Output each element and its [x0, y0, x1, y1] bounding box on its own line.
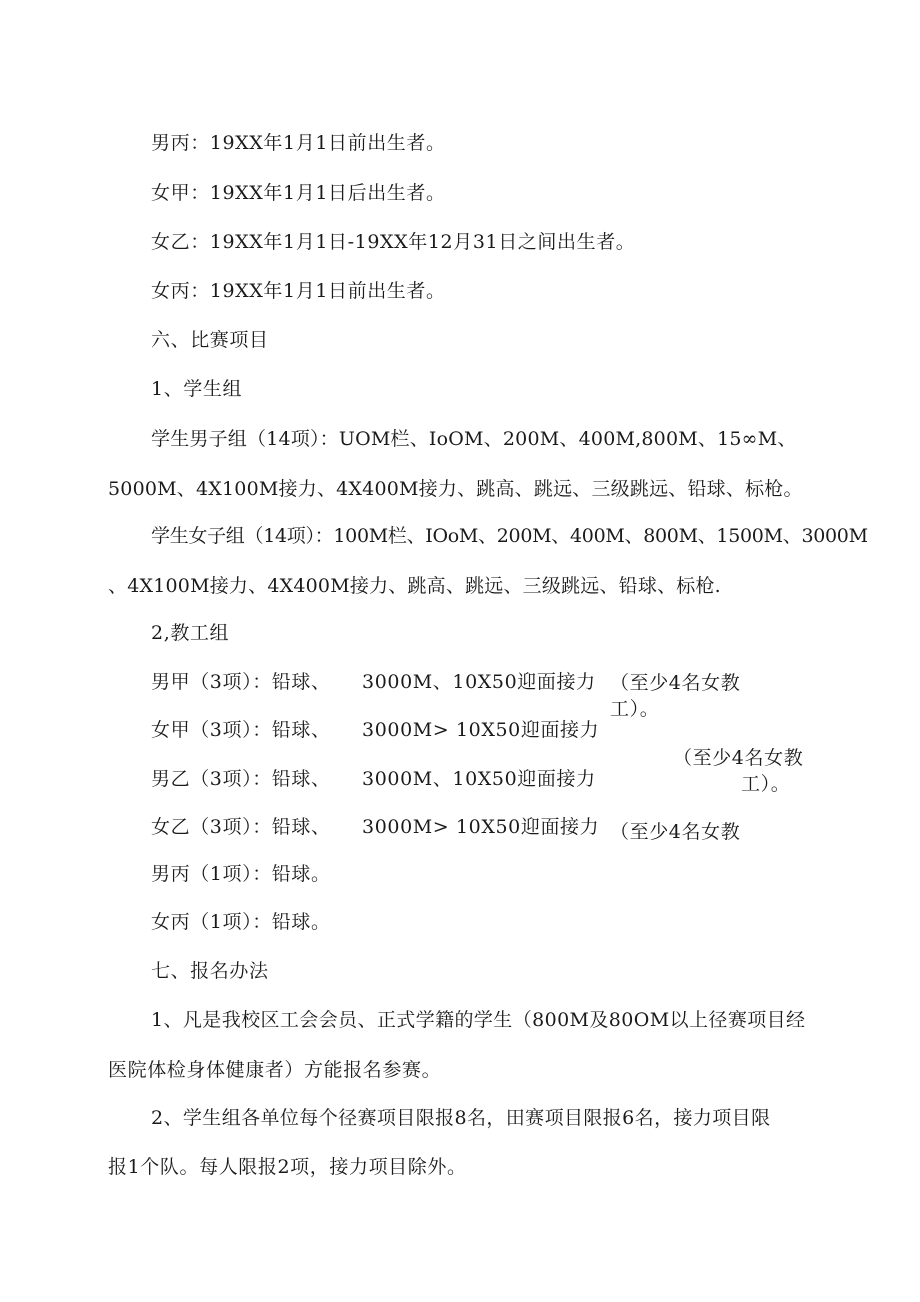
staff-row-events: 3000M> 10X50迎面接力 [362, 719, 600, 741]
staff-group-heading: 2,教工组 [151, 622, 230, 644]
staff-note: （至少4名女教 [673, 747, 804, 769]
student-male-events-line1: 学生男子组（14项）：UOM栏、IoOM、200M、400M,800M、15∞M、 [151, 428, 797, 450]
staff-row-events: 3000M、10X50迎面接力 [362, 768, 596, 790]
staff-row-group: 女乙（3项）：铅球、 [151, 816, 331, 838]
staff-row-events: 3000M> 10X50迎面接力 [362, 816, 600, 838]
registration-item-2-line1: 2、学生组各单位每个径赛项目限报8名，田赛项目限报6名，接力项目限 [151, 1107, 771, 1129]
staff-row-group: 男甲（3项）：铅球、 [151, 671, 331, 693]
age-group-line: 女乙：19XX年1月1日-19XX年12月31日之间出生者。 [151, 231, 636, 253]
student-male-events-line2: 5000M、4X100M接力、4X400M接力、跳高、跳远、三级跳远、铅球、标枪。 [108, 478, 803, 500]
student-group-heading: 1、学生组 [151, 378, 243, 400]
staff-row-group: 男乙（3项）：铅球、 [151, 768, 331, 790]
staff-row-group: 女丙（1项）：铅球。 [151, 911, 331, 933]
age-group-line: 女丙：19XX年1月1日前出生者。 [151, 280, 446, 302]
student-female-events-line2: 、4X100M接力、4X400M接力、跳高、跳远、三级跳远、铅球、标枪. [108, 575, 721, 597]
staff-note: （至少4名女教 [610, 672, 741, 694]
staff-row-group: 女甲（3项）：铅球、 [151, 719, 331, 741]
staff-note: 工）。 [610, 698, 660, 720]
student-female-events-line1: 学生女子组（14项）：100M栏、IOoM、200M、400M、800M、1500M、3000M [151, 525, 868, 547]
section-seven-heading: 七、报名办法 [151, 960, 269, 982]
registration-item-2-line2: 报1个队。每人限报2项，接力项目除外。 [108, 1156, 467, 1178]
registration-item-1-line1: 1、凡是我校区工会会员、正式学籍的学生（800M及80OM以上径赛项目经 [151, 1009, 806, 1031]
age-group-line: 男丙：19XX年1月1日前出生者。 [151, 132, 446, 154]
age-group-line: 女甲：19XX年1月1日后出生者。 [151, 182, 446, 204]
staff-row-events: 3000M、10X50迎面接力 [362, 671, 596, 693]
section-six-heading: 六、比赛项目 [151, 329, 269, 351]
staff-row-group: 男丙（1项）：铅球。 [151, 863, 331, 885]
staff-note: （至少4名女教 [610, 821, 741, 843]
staff-note: 工）。 [741, 773, 791, 795]
registration-item-1-line2: 医院体检身体健康者）方能报名参赛。 [108, 1059, 442, 1081]
